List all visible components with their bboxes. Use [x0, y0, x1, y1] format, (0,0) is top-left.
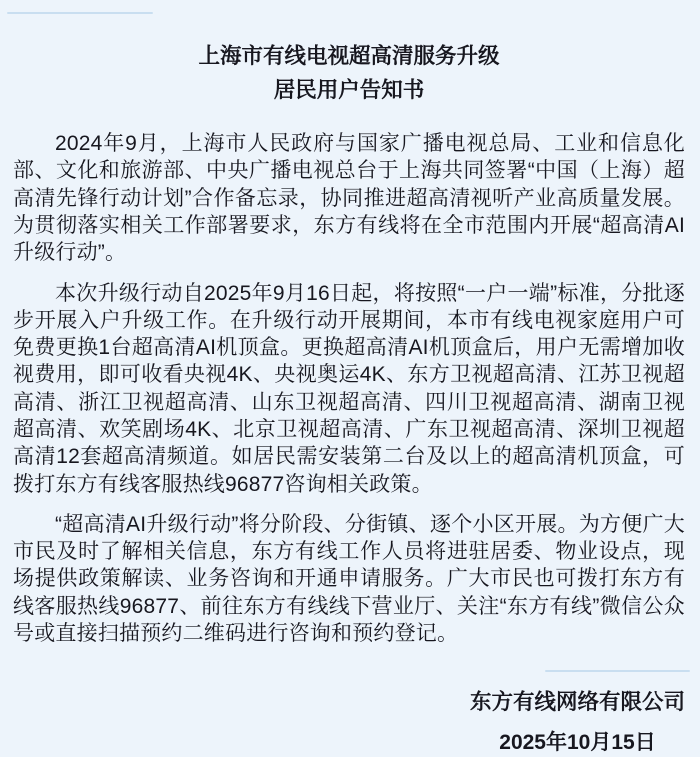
signature-date: 2025年10月15日 [499, 731, 656, 755]
notice-subtitle: 居民用户告知书 [273, 78, 425, 103]
top-divider-line [7, 12, 153, 14]
paragraph-rollout-and-contact: “超高清AI升级行动”将分阶段、分街镇、逐个小区开展。为方便广大市民及时了解相关信息，东方有线工作人员将进驻居委、物业设点，现场提供政策解读、业务咨询和开通申请服务。广大市民也可拨打东方有线客服热线96877、前往东方有线线下营业厅、关注“东方有线”微信公众号或直接扫描预约二维码进行咨询和预约登记。 [13, 512, 685, 646]
signature-company: 东方有线网络有限公司 [469, 690, 685, 715]
signature-block [13, 689, 685, 756]
paragraph-upgrade-details: 本次升级行动自2025年9月16日起，将按照“一户一端”标准，分批逐步开展入户升级工作。在升级行动开展期间，本市有线电视家庭用户可免费更换1台超高清AI机顶盒。更换超高清AI机顶盒后，用户无需增加收视费用，即可收看央视4K、央视奥运4K、东方卫视超高清、江苏卫视超高清、浙江卫视超高清、山东卫视超高清、四川卫视超高清、湖南卫视超高清、欢笑剧场4K、北京卫视超高清、广东卫视超高清、深圳卫视超高清12套超高清频道。如居民需安装第二台及以上的超高清机顶盒，可拨打东方有线客服热线96877咨询相关政策。 [13, 281, 685, 496]
notice-title: 上海市有线电视超高清服务升级 [198, 44, 500, 68]
notice-body [13, 130, 685, 647]
signature-inner [470, 689, 685, 756]
paragraph-background: 2024年9月，上海市人民政府与国家广播电视总局、工业和信息化部、文化和旅游部、中央广播电视总台于上海共同签署“中国（上海）超高清先锋行动计划”合作备忘录，协同推进超高清视听产业高质量发展。为贯彻落实相关工作部署要求，东方有线将在全市范围内开展“超高清AI升级行动”。 [13, 132, 685, 265]
bottom-divider-line [545, 670, 690, 672]
